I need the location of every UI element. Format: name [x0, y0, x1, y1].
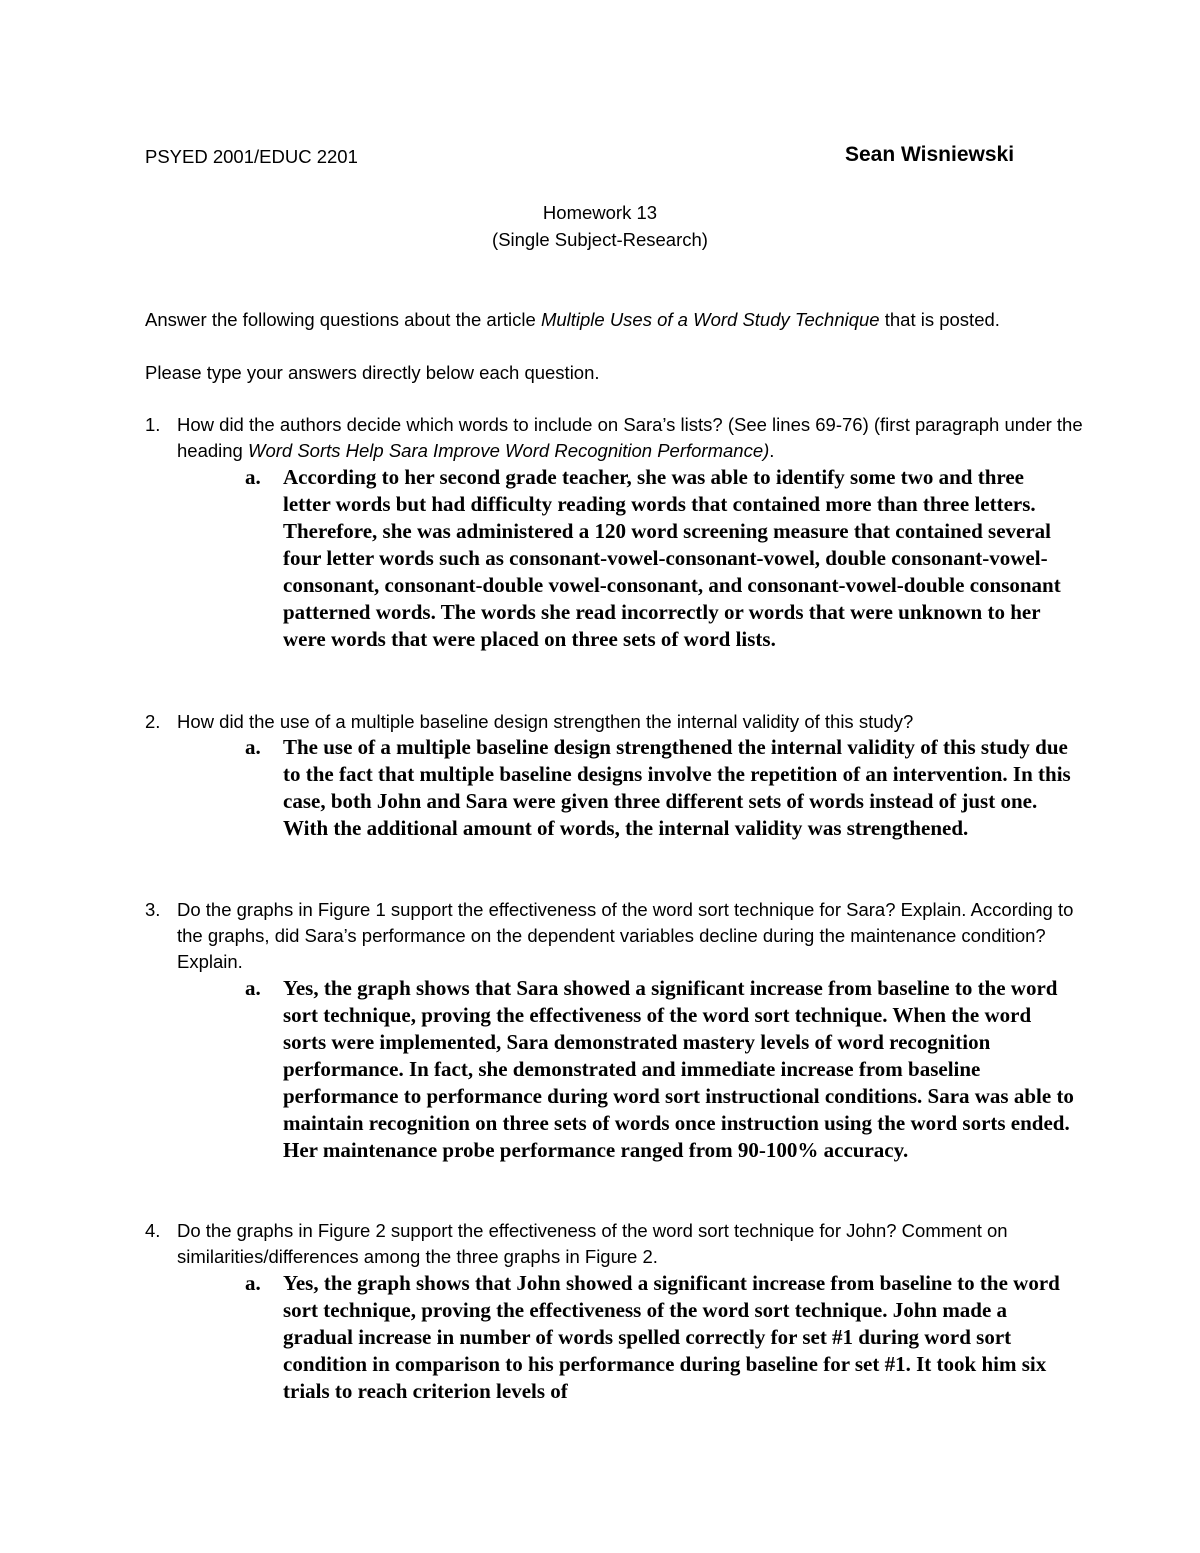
course-code: PSYED 2001/EDUC 2201: [145, 146, 358, 167]
answer-letter: a.: [245, 735, 261, 759]
question-text: Do the graphs in Figure 1 support the effectiveness of the word sort technique for Sara? Explain. According to the graphs, did Sara’s performance on the dependent variables decline during the maintenance condition? Explain.: [177, 899, 1074, 972]
question-text: How did the use of a multiple baseline design strengthen the internal validity of this study?: [177, 711, 914, 732]
article-title: Multiple Uses of a Word Study Technique: [540, 309, 880, 330]
answer-text: Yes, the graph shows that Sara showed a significant increase from baseline to the word sort technique, proving the effectiveness of the word sort technique. When the word sorts were implemented, Sara demonstrated mastery levels of word recognition performance. In fact, she demonstrated and immediate increase from baseline performance to performance during word sort instructional conditions. Sara was able to maintain recognition on three sets of words once instruction using the word sorts ended. Her maintenance probe performance ranged from 90-100% accuracy.: [283, 976, 1074, 1162]
question-number: 2.: [145, 711, 161, 732]
question-number: 4.: [145, 1220, 161, 1241]
question-number: 1.: [145, 414, 161, 435]
question-number: 3.: [145, 899, 161, 920]
homework-subtitle: (Single Subject-Research): [492, 229, 708, 250]
author-name: Sean Wisniewski: [845, 143, 1015, 166]
answer-2: [245, 734, 1075, 842]
question-1: [145, 412, 1085, 464]
answer-text: According to her second grade teacher, she was able to identify some two and three letter words but had difficulty reading words that contained more than three letters. Therefore, she was administered a 120 word screening measure that contained several four letter words such as consonant-vowel-consonant-vowel, double consonant-vowel-consonant, consonant-double vowel-consonant, and consonant-vowel-double consonant patterned words. The words she read incorrectly or words that were unknown to her were words that were placed on three sets of word lists.: [283, 465, 1061, 651]
instructions-text-after: that is posted.: [879, 309, 1000, 330]
answer-letter: a.: [245, 465, 261, 489]
question-2: [145, 709, 1085, 735]
answer-letter: a.: [245, 976, 261, 1000]
answer-4: [245, 1270, 1075, 1405]
answer-letter: a.: [245, 1271, 261, 1295]
question-text: [177, 412, 1085, 464]
question-4: [145, 1218, 1085, 1270]
question-heading-italic: Word Sorts Help Sara Improve Word Recognition Performance): [247, 440, 770, 461]
answer-text: Yes, the graph shows that John showed a significant increase from baseline to the word sort technique, proving the effectiveness of the word sort technique. John made a gradual increase in number of words spelled correctly for set #1 during word sort condition in comparison to his performance during baseline for set #1. It took him six trials to reach criterion levels of: [283, 1271, 1060, 1403]
instructions-line: [145, 309, 1000, 331]
question-text: Do the graphs in Figure 2 support the effectiveness of the word sort technique for John? Comment on similarities/differences among the three graphs in Figure 2.: [177, 1220, 1008, 1267]
answer-1: [245, 464, 1075, 653]
homework-title: Homework 13: [542, 202, 658, 223]
typing-instruction: Please type your answers directly below each question.: [145, 362, 600, 383]
instructions-text-before: Answer the following questions about the article: [145, 309, 541, 330]
answer-3: [245, 975, 1075, 1164]
question-3: [145, 897, 1085, 975]
answer-text: The use of a multiple baseline design strengthened the internal validity of this study due to the fact that multiple baseline designs involve the repetition of an intervention. In this case, both John and Sara were given three different sets of words instead of just one. With the additional amount of words, the internal validity was strengthened.: [283, 735, 1071, 840]
question-text-before: How did the authors decide which words to include on Sara’s lists? (See lines 69-76) (first paragraph under the heading: [177, 414, 1083, 461]
question-text-after: .: [769, 440, 775, 461]
